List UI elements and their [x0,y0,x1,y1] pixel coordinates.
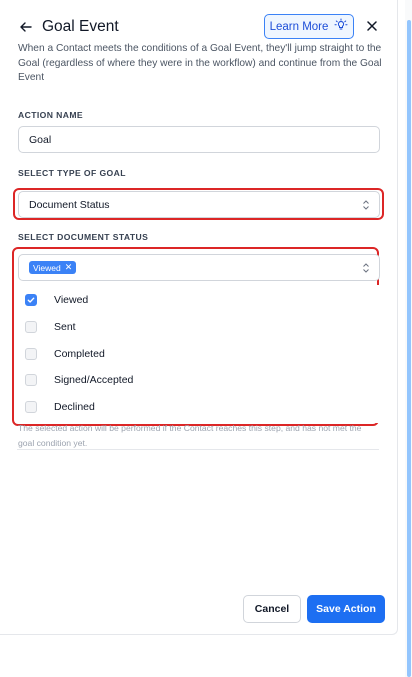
option-completed[interactable] [25,345,105,363]
option-viewed[interactable] [25,291,88,309]
option-label: Completed [54,348,105,360]
document-status-dropdown [17,285,379,423]
option-signed-accepted[interactable] [25,371,133,389]
checkbox-checked[interactable] [25,294,37,306]
close-icon[interactable] [365,19,379,33]
goal-description: When a Contact meets the conditions of a Goal Event, they'll jump straight to the Goal (regardless of where they were in the workflow) and continue from the Goal Event [18,43,382,84]
learn-more-label: Learn More [269,20,329,33]
panel-title: Goal Event [42,18,119,35]
document-status-select[interactable] [18,254,380,281]
goal-type-select[interactable] [18,191,380,218]
save-action-button[interactable]: Save Action [307,595,385,623]
document-status-label: SELECT DOCUMENT STATUS [18,232,149,242]
goal-type-value: Document Status [29,198,110,211]
help-text: The selected action will be performed if the Contact reaches this step, and has not met the goal condition yet. [18,423,362,448]
checkbox-unchecked[interactable] [25,321,37,333]
action-name-label: ACTION NAME [18,110,84,120]
goal-type-label: SELECT TYPE OF GOAL [18,168,126,178]
option-label: Declined [54,401,95,413]
lightbulb-icon [334,18,348,35]
option-declined[interactable] [25,398,95,416]
checkbox-unchecked[interactable] [25,374,37,386]
checkbox-unchecked[interactable] [25,348,37,360]
divider [17,449,379,450]
scrollbar-thumb[interactable] [407,20,411,677]
action-name-input[interactable] [18,126,380,153]
cancel-button[interactable]: Cancel [243,595,301,623]
chevron-up-down-icon [362,262,370,274]
option-label: Sent [54,321,76,333]
chevron-up-down-icon [362,199,370,211]
option-sent[interactable] [25,318,76,336]
checkbox-unchecked[interactable] [25,401,37,413]
learn-more-button[interactable] [264,14,354,39]
selected-tag-label: Viewed [33,262,61,273]
option-label: Signed/Accepted [54,374,134,386]
arrow-left-icon[interactable] [18,19,34,35]
panel-header [18,14,384,40]
option-label: Viewed [54,294,89,306]
check-icon [27,296,35,304]
remove-tag-icon[interactable]: ✕ [64,262,73,272]
selected-tag-viewed [29,261,76,274]
